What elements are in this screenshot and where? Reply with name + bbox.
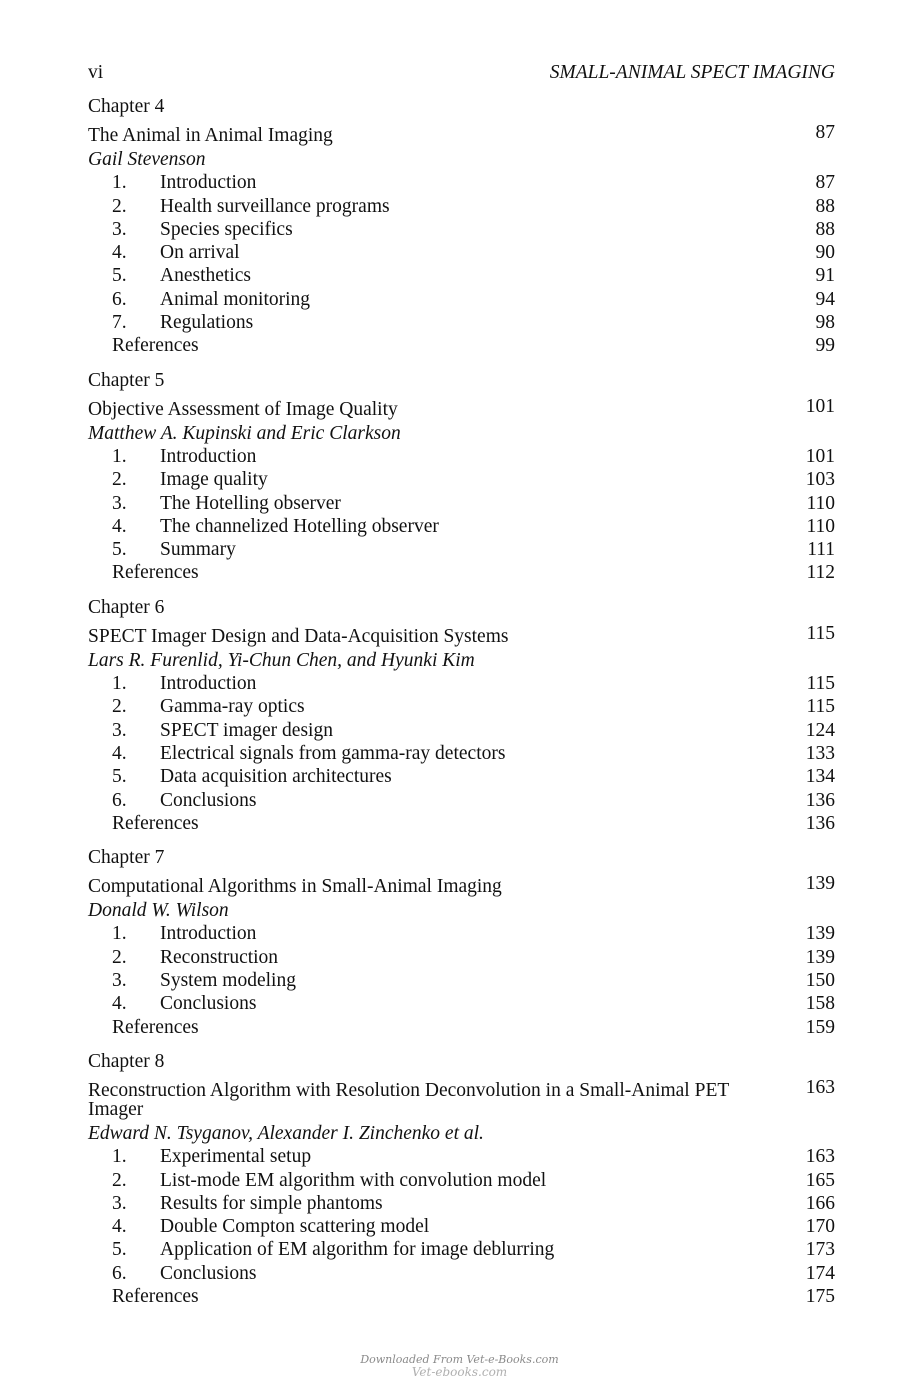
chapter-title: Computational Algorithms in Small-Animal Imaging [88, 876, 502, 898]
references-label: References [112, 335, 199, 357]
section-number: 1. [112, 673, 127, 695]
section-page-number: 111 [807, 539, 835, 561]
chapter-title: SPECT Imager Design and Data-Acquisition Systems [88, 625, 509, 647]
section-page-number: 163 [805, 1146, 835, 1168]
chapter-title-row [88, 874, 835, 899]
chapter-label: Chapter 8 [88, 1050, 165, 1072]
section-title: Anesthetics [160, 265, 251, 287]
toc-entry [88, 1238, 835, 1261]
section-title: SPECT imager design [160, 719, 333, 741]
section-number: 1. [112, 172, 127, 194]
table-of-contents [88, 94, 835, 1318]
references-label: References [112, 1285, 199, 1307]
section-number: 6. [112, 288, 127, 310]
toc-entry [88, 946, 835, 969]
section-number: 1. [112, 923, 127, 945]
section-number: 1. [112, 445, 127, 467]
section-page-number: 110 [806, 515, 835, 537]
watermark-line-2: Vet-ebooks.com [411, 1365, 508, 1379]
chapter-title-row [88, 624, 835, 649]
section-page-number: 87 [815, 172, 835, 194]
section-page-number: 139 [805, 923, 835, 945]
section-title: Conclusions [160, 993, 257, 1015]
section-title: Introduction [160, 923, 257, 945]
section-title: Introduction [160, 673, 257, 695]
toc-entry [88, 171, 835, 194]
chapter-authors: Edward N. Tsyganov, Alexander I. Zinchenko et al. [88, 1122, 484, 1144]
section-page-number: 165 [805, 1169, 835, 1191]
section-title: Results for simple phantoms [160, 1192, 383, 1214]
section-number: 3. [112, 719, 127, 741]
references-label: References [112, 1016, 199, 1038]
section-page-number: 98 [815, 312, 835, 334]
references-entry [88, 561, 835, 584]
section-page-number: 101 [805, 445, 835, 467]
chapter-authors: Matthew A. Kupinski and Eric Clarkson [88, 422, 401, 444]
section-title: List-mode EM algorithm with convolution model [160, 1169, 547, 1191]
toc-entry [88, 264, 835, 287]
section-page-number: 88 [815, 218, 835, 240]
section-title: On arrival [160, 242, 240, 264]
section-page-number: 150 [805, 970, 835, 992]
references-page-number: 175 [805, 1285, 835, 1307]
section-title: Data acquisition architectures [160, 766, 392, 788]
section-page-number: 115 [806, 673, 835, 695]
toc-entry [88, 445, 835, 468]
section-number: 3. [112, 492, 127, 514]
section-title: Electrical signals from gamma-ray detectors [160, 742, 506, 764]
chapter-label: Chapter 4 [88, 96, 165, 117]
chapter-block [88, 94, 835, 358]
section-title: Gamma-ray optics [160, 696, 305, 718]
watermark [0, 1354, 919, 1378]
toc-entry [88, 311, 835, 334]
chapter-title-row [88, 397, 835, 422]
toc-entry [88, 1169, 835, 1192]
section-number: 3. [112, 1192, 127, 1214]
chapter-title: Objective Assessment of Image Quality [88, 398, 398, 420]
section-number: 7. [112, 312, 127, 334]
toc-entry [88, 515, 835, 538]
section-page-number: 134 [805, 766, 835, 788]
toc-entry [88, 218, 835, 241]
section-page-number: 124 [805, 719, 835, 741]
section-title: Double Compton scattering model [160, 1216, 430, 1238]
chapter-page-number: 163 [805, 1076, 835, 1098]
chapter-block [88, 1049, 835, 1308]
chapter-label: Chapter 7 [88, 847, 165, 869]
section-page-number: 115 [806, 696, 835, 718]
section-title: Experimental setup [160, 1146, 312, 1168]
chapter-title-row [88, 123, 835, 148]
toc-entry [88, 1262, 835, 1285]
section-number: 2. [112, 946, 127, 968]
toc-entry [88, 719, 835, 742]
chapter-page-number: 115 [806, 622, 835, 644]
section-number: 4. [112, 993, 127, 1015]
chapter-page-number: 87 [815, 122, 835, 143]
section-number: 5. [112, 1239, 127, 1261]
toc-entry [88, 1192, 835, 1215]
chapter-title: Reconstruction Algorithm with Resolution Deconvolution in a Small-Animal PET Imager [88, 1079, 729, 1120]
toc-entry [88, 742, 835, 765]
section-page-number: 170 [805, 1216, 835, 1238]
section-number: 2. [112, 1169, 127, 1191]
running-title: SMALL-ANIMAL SPECT IMAGING [549, 62, 835, 83]
section-page-number: 173 [805, 1239, 835, 1261]
chapter-authors: Lars R. Furenlid, Yi-Chun Chen, and Hyunki Kim [88, 649, 475, 671]
toc-entry [88, 195, 835, 218]
section-page-number: 166 [805, 1192, 835, 1214]
section-page-number: 139 [805, 946, 835, 968]
references-entry [88, 1016, 835, 1039]
section-page-number: 133 [805, 742, 835, 764]
chapter-page-number: 139 [805, 873, 835, 895]
toc-entry [88, 288, 835, 311]
section-title: Species specifics [160, 218, 293, 240]
section-title: Introduction [160, 445, 257, 467]
section-number: 4. [112, 1216, 127, 1238]
page-folio: vi [88, 62, 104, 83]
section-number: 4. [112, 515, 127, 537]
references-label: References [112, 562, 199, 584]
references-entry [88, 334, 835, 357]
toc-entry [88, 468, 835, 491]
references-label: References [112, 812, 199, 834]
chapter-label: Chapter 6 [88, 596, 165, 618]
toc-entry [88, 1215, 835, 1238]
chapter-block [88, 368, 835, 585]
section-title: Conclusions [160, 789, 257, 811]
section-title: Image quality [160, 469, 268, 491]
section-number: 2. [112, 195, 127, 217]
section-number: 4. [112, 742, 127, 764]
section-number: 2. [112, 469, 127, 491]
toc-entry [88, 992, 835, 1015]
toc-entry [88, 922, 835, 945]
chapter-label: Chapter 5 [88, 369, 165, 391]
toc-entry [88, 969, 835, 992]
references-page-number: 112 [806, 562, 835, 584]
section-number: 5. [112, 265, 127, 287]
section-number: 1. [112, 1146, 127, 1168]
references-page-number: 136 [805, 812, 835, 834]
toc-entry [88, 1145, 835, 1168]
section-number: 3. [112, 970, 127, 992]
toc-entry [88, 672, 835, 695]
section-number: 6. [112, 789, 127, 811]
references-page-number: 159 [805, 1016, 835, 1038]
page-header [88, 62, 835, 86]
section-title: The Hotelling observer [160, 492, 341, 514]
section-title: Reconstruction [160, 946, 279, 968]
chapter-title: The Animal in Animal Imaging [88, 125, 333, 146]
chapter-authors: Donald W. Wilson [88, 900, 229, 922]
section-page-number: 103 [805, 469, 835, 491]
chapter-block [88, 595, 835, 835]
section-number: 5. [112, 766, 127, 788]
section-title: The channelized Hotelling observer [160, 515, 439, 537]
toc-entry [88, 695, 835, 718]
toc-entry [88, 765, 835, 788]
toc-entry [88, 241, 835, 264]
section-title: Application of EM algorithm for image deblurring [160, 1239, 555, 1261]
section-page-number: 90 [815, 242, 835, 264]
section-page-number: 88 [815, 195, 835, 217]
section-page-number: 94 [815, 288, 835, 310]
section-page-number: 91 [815, 265, 835, 287]
section-number: 5. [112, 539, 127, 561]
chapter-title-row [88, 1078, 835, 1122]
section-number: 6. [112, 1262, 127, 1284]
toc-entry [88, 492, 835, 515]
references-entry [88, 1285, 835, 1308]
section-title: Summary [160, 539, 236, 561]
section-page-number: 110 [806, 492, 835, 514]
section-title: System modeling [160, 970, 296, 992]
section-title: Conclusions [160, 1262, 257, 1284]
section-title: Health surveillance programs [160, 195, 390, 217]
references-page-number: 99 [815, 335, 835, 357]
references-entry [88, 812, 835, 835]
section-number: 4. [112, 242, 127, 264]
section-title: Introduction [160, 172, 257, 194]
watermark-line-1: Downloaded From Vet-e-Books.com [360, 1353, 559, 1366]
section-title: Animal monitoring [160, 288, 311, 310]
section-number: 2. [112, 696, 127, 718]
section-title: Regulations [160, 312, 254, 334]
chapter-authors: Gail Stevenson [88, 149, 206, 170]
toc-entry [88, 789, 835, 812]
section-page-number: 174 [805, 1262, 835, 1284]
chapter-page-number: 101 [805, 395, 835, 417]
section-number: 3. [112, 218, 127, 240]
toc-entry [88, 538, 835, 561]
section-page-number: 158 [805, 993, 835, 1015]
section-page-number: 136 [805, 789, 835, 811]
chapter-block [88, 845, 835, 1039]
